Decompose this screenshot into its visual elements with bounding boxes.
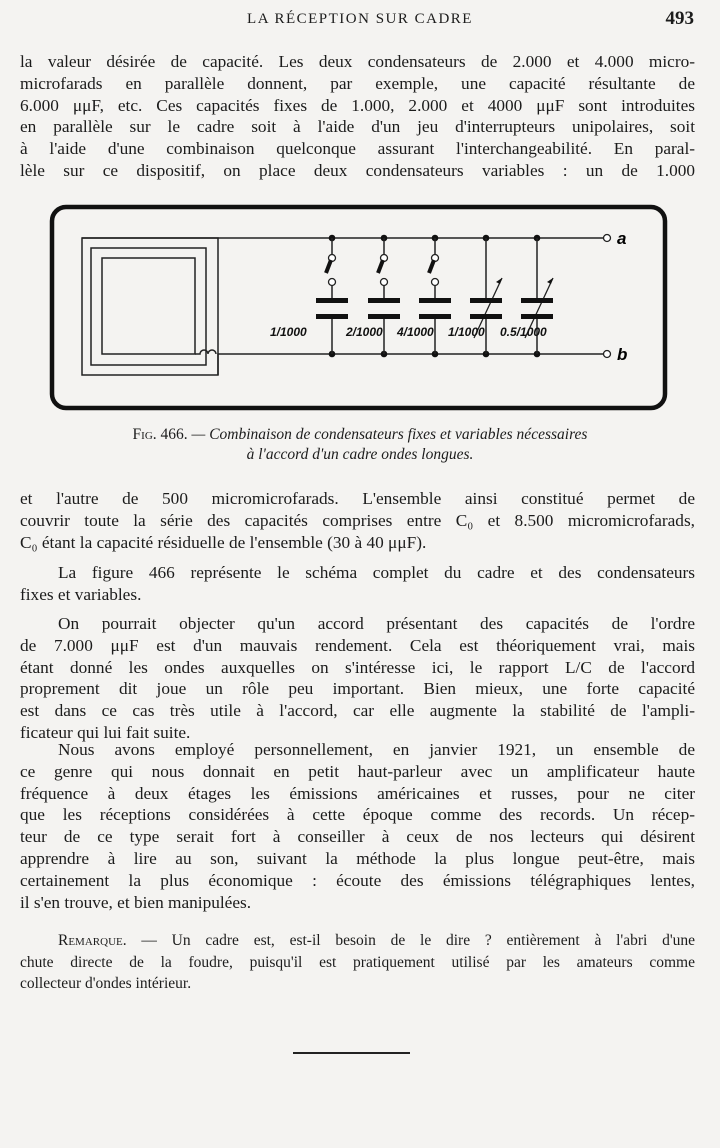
capacitor-label: 1/1000 <box>448 325 485 339</box>
capacitor-plate <box>419 314 451 319</box>
terminal-b-label: b <box>617 345 628 364</box>
capacitor-plate <box>470 298 502 303</box>
text-line: couvrir toute la série des capacités comprises entre C₀ et 8.500 micromicrofarads, <box>20 510 695 530</box>
caption-text: à l'accord d'un cadre ondes longues. <box>246 446 474 463</box>
text-line: étant donné les ondes auxquelles on s'intéresse ici, le rapport L/C de l'accord <box>20 657 695 677</box>
text-line: — Un cadre est, est-il besoin de le dire ? entièrement à l'abri d'une <box>126 932 695 949</box>
switch-lever <box>429 260 434 273</box>
terminal-a-label: a <box>617 229 627 248</box>
text-line: teur de ce type serait fort à conseiller à ceux de nos lecteurs qui désirent <box>20 827 695 847</box>
running-title: LA RÉCEPTION SUR CADRE <box>247 11 473 27</box>
switch-lever <box>326 260 331 273</box>
capacitor-label: 0.5/1000 <box>500 325 547 339</box>
text-line: fréquence à deux étages les émissions américaines et russes, pour ne citer <box>20 783 695 803</box>
text-line: chute directe de la foudre, puisqu'il est pratiquement utilisé par les amateurs comme <box>20 953 695 971</box>
remark-note <box>20 930 695 995</box>
capacitor-plate <box>521 314 553 319</box>
text-line: apprendre à lire au son, suivant la méthode la plus longue peut-être, mais <box>20 848 695 868</box>
terminal-a <box>604 235 611 242</box>
text-line: que les réceptions considérées à cette époque comme des records. Un récep- <box>20 805 695 825</box>
caption-text: — Combinaison de condensateurs fixes et variables nécessaires <box>187 426 588 443</box>
figure-caption <box>0 425 720 465</box>
text-line: lèle sur ce dispositif, on place deux condensateurs variables : un de 1.000 <box>20 160 695 180</box>
capacitor-plate <box>368 314 400 319</box>
text-line: ce genre qui nous donnait en petit haut-parleur avec un amplificateur haute <box>20 761 695 781</box>
text-line: La figure 466 représente le schéma complet du cadre et des condensateurs <box>58 563 695 582</box>
switch-contact <box>432 279 439 286</box>
text-line: et l'autre de 500 micromicrofarads. L'ensemble ainsi constitué permet de <box>20 489 695 508</box>
capacitor-plate <box>316 298 348 303</box>
text-line: Nous avons employé personnellement, en janvier 1921, un ensemble de <box>58 740 695 759</box>
text-line: certainement la plus économique : écoute des émissions télégraphiques lentes, <box>20 870 695 890</box>
text-line: 6.000 μμF, etc. Ces capacités fixes de 1.000, 2.000 et 4000 μμF sont introduites <box>20 95 695 115</box>
text-line: collecteur d'ondes intérieur. <box>20 975 192 992</box>
frame-coil <box>82 238 603 375</box>
capacitor-label: 2/1000 <box>346 325 383 339</box>
text-line: est dans ce cas très utile à l'accord, car elle augmente la stabilité de l'ampli- <box>20 701 695 721</box>
paragraph-5 <box>20 739 695 913</box>
text-line: ficateur qui lui fait suite. <box>20 722 191 742</box>
capacitor-plate <box>521 298 553 303</box>
figure-number: Fig. 466. <box>132 426 188 443</box>
terminal-b <box>604 351 611 358</box>
text-line: proprement dit joue un rôle peu important. Bien mieux, une forte capacité <box>20 679 695 699</box>
switch-lever <box>378 260 383 273</box>
switch-contact <box>329 279 336 286</box>
page-number: 493 <box>665 8 694 29</box>
paragraph-2 <box>20 488 695 553</box>
text-line: de 7.000 μμF est d'un mauvais rendement. Cela est théoriquement vrai, mais <box>20 635 695 655</box>
text-line: microfarads en parallèle donnent, par exemple, une capacité résultante de <box>20 73 695 93</box>
section-end-rule <box>293 1052 410 1054</box>
text-line: fixes et variables. <box>20 584 142 604</box>
remark-label: Remarque. <box>58 932 127 949</box>
capacitor-plate <box>470 314 502 319</box>
capacitor-label: 1/1000 <box>270 325 307 339</box>
capacitor-plate <box>419 298 451 303</box>
text-line: il s'en trouve, et bien manipulées. <box>20 892 252 912</box>
switch-contact <box>381 279 388 286</box>
paragraph-3 <box>20 562 695 606</box>
paragraph-4 <box>20 613 695 744</box>
capacitor-plate <box>316 314 348 319</box>
text-line: On pourrait objecter qu'un accord présentant des capacités de l'ordre <box>58 614 695 633</box>
circuit-diagram <box>0 0 720 430</box>
text-line: en parallèle sur le cadre soit à l'aide d'un jeu d'interrupteurs unipolaires, soit <box>20 117 695 137</box>
text-line: la valeur désirée de capacité. Les deux condensateurs de 2.000 et 4.000 micro- <box>20 52 695 71</box>
capacitor-plate <box>368 298 400 303</box>
text-line: à l'aide d'une combinaison quelconque assurant l'interchangeabilité. En paral- <box>20 139 695 159</box>
capacitor-label: 4/1000 <box>397 325 434 339</box>
text-line: C₀ étant la capacité résiduelle de l'ensemble (30 à 40 μμF). <box>20 532 427 552</box>
figure-frame <box>52 207 665 408</box>
